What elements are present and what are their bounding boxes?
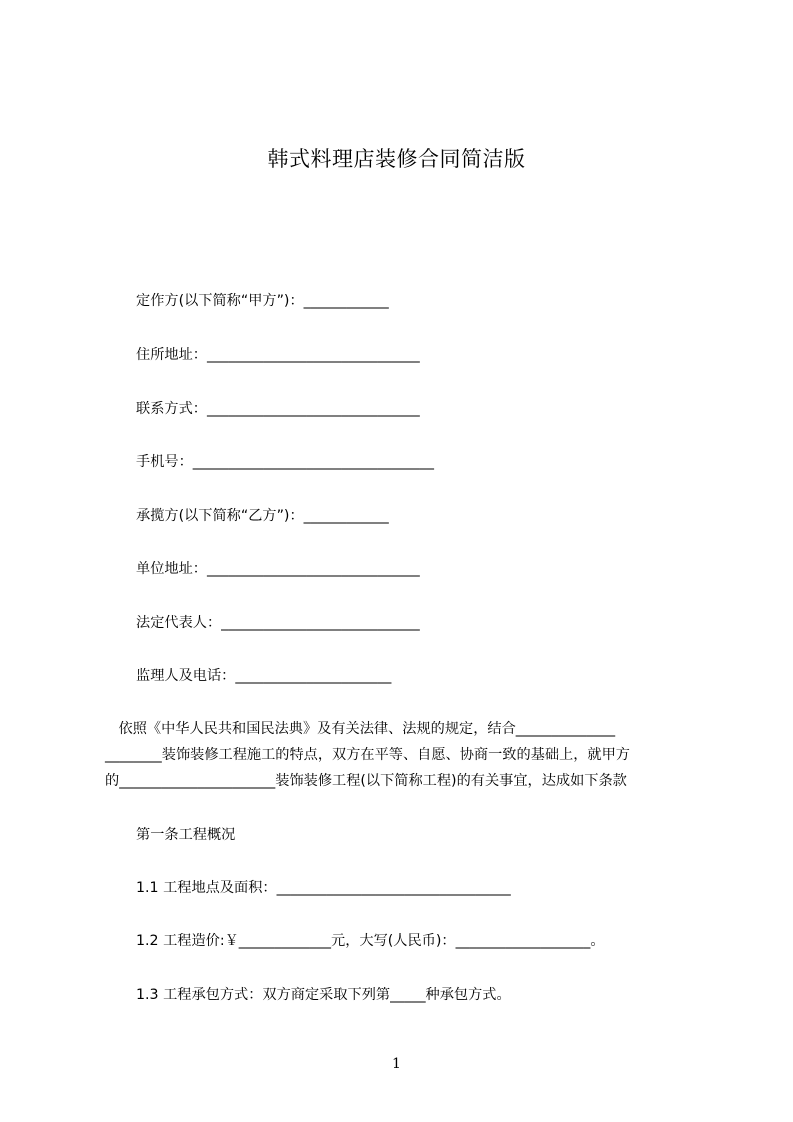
field-address: 住所地址：______________________________ [136,347,420,363]
field-unit-address: 单位地址：______________________________ [136,561,420,577]
document-title: 韩式料理店装修合同简洁版 [267,147,526,171]
intro-line-2: ________装饰装修工程施工的特点，双方在平等、自愿、协商一致的基础上，就甲方 [105,747,630,763]
field-legal-rep: 法定代表人：____________________________ [136,615,420,631]
clause-1-1: 1.1 工程地点及面积：_________________________________ [136,880,511,896]
field-supervisor: 监理人及电话：______________________ [136,668,392,684]
field-contact: 联系方式：______________________________ [136,401,420,417]
field-mobile: 手机号：__________________________________ [136,454,434,470]
intro-line-3: 的______________________装饰装修工程(以下简称工程)的有关事宜，达成如下条款 [105,773,627,789]
clause-1-3: 1.3 工程承包方式：双方商定采取下列第_____种承包方式。 [136,987,511,1003]
page-number: 1 [392,1056,401,1072]
clause-1-2: 1.2 工程造价:￥_____________元，大写(人民币)：___________________。 [136,933,605,949]
intro-line-1: 依照《中华人民共和国民法典》及有关法律、法规的规定，结合______________ [105,721,616,737]
field-party-b: 承揽方(以下简称“乙方”)：____________ [136,508,389,524]
field-party-a: 定作方(以下简称“甲方”)：____________ [136,293,389,309]
section-heading: 第一条工程概况 [136,827,236,843]
